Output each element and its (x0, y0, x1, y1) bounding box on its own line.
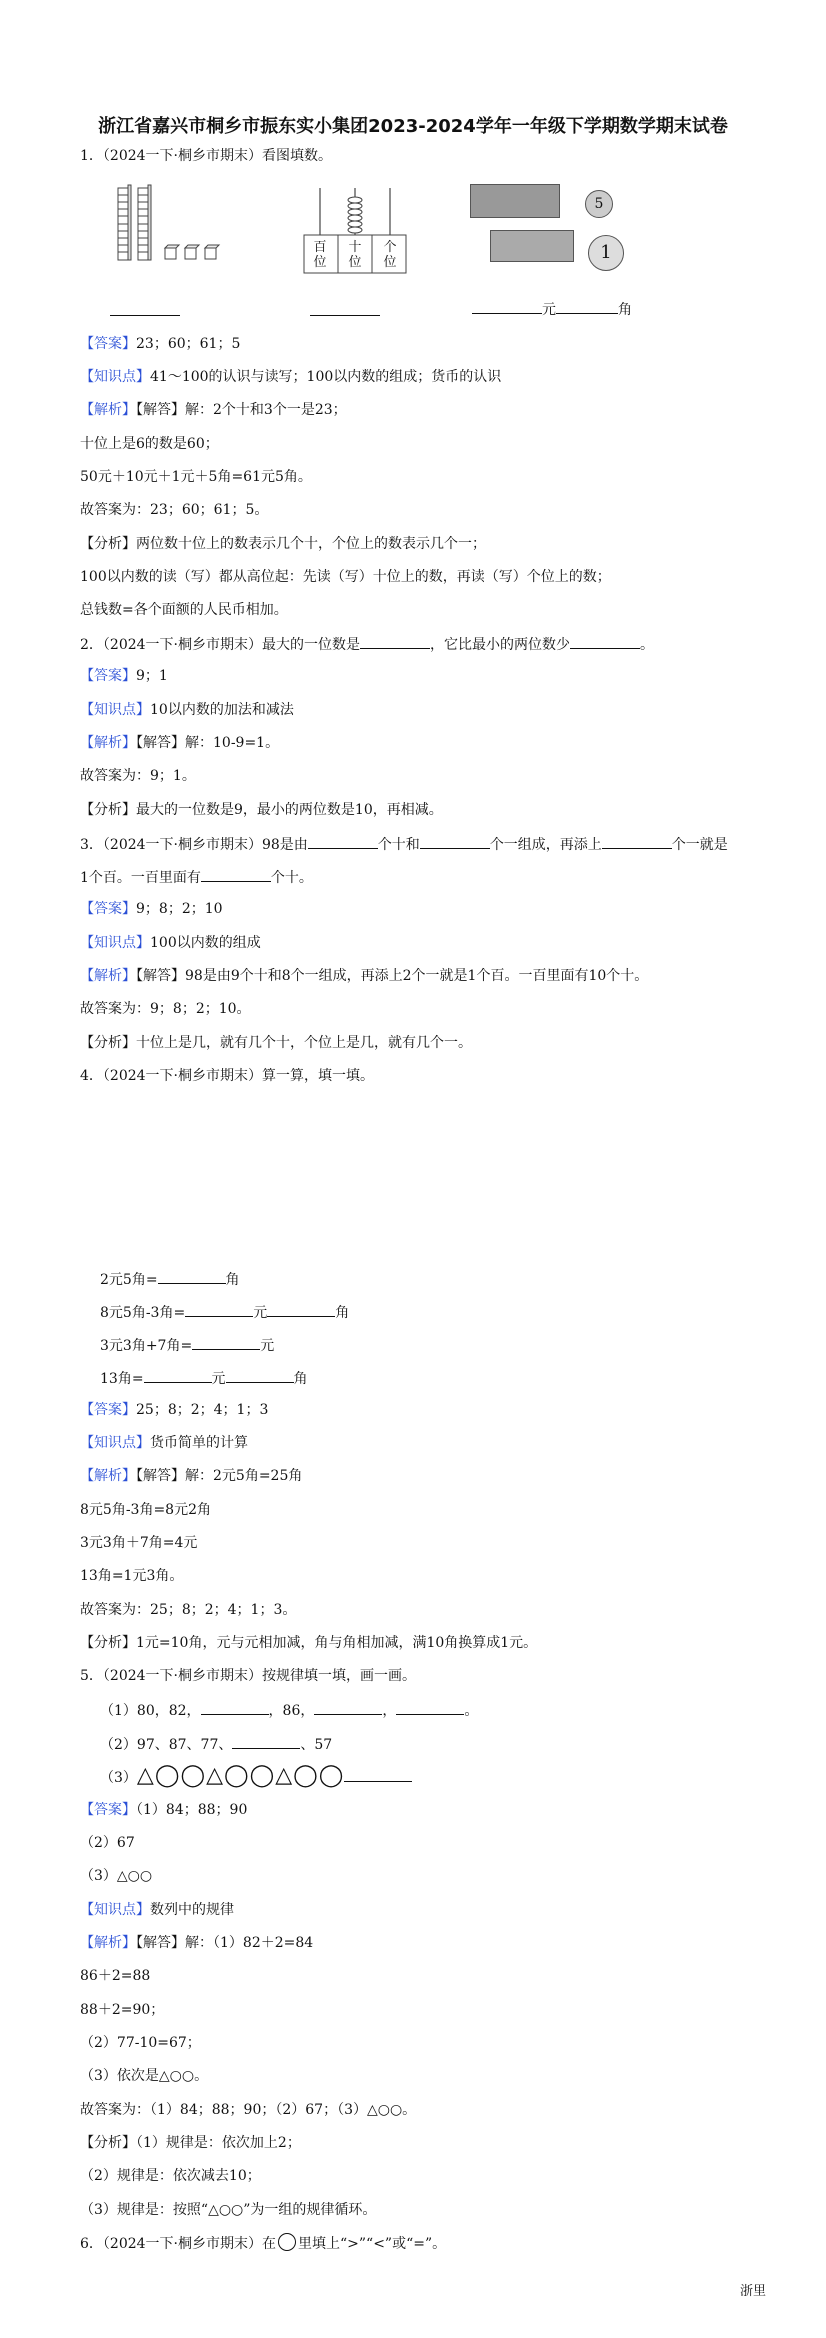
q4-item-1 (100, 1268, 240, 1290)
q1-blank-3[interactable] (472, 298, 542, 314)
q5-s2-b: 、57 (300, 1737, 333, 1753)
q3-stem-b: 个十和 (377, 837, 420, 853)
q5-sub-2 (100, 1733, 332, 1755)
q4-analysis-2: 8元5角-3角=8元2角 (80, 1502, 211, 1518)
q1-analysis-2: 十位上是6的数是60； (80, 436, 219, 452)
q1-money-blanks (472, 298, 632, 320)
q5-s1-a: （1）80，82， (100, 1703, 201, 1719)
q4-blank-1[interactable] (158, 1268, 226, 1284)
abacus-label-ones: 个位 (383, 240, 397, 270)
q1-blank-2[interactable] (310, 300, 380, 316)
q1-blank-1[interactable] (110, 300, 180, 316)
analysis-text: 【解答】解：10-9=1。 (136, 735, 280, 751)
answer-tag: 【答案】 (80, 336, 136, 352)
q4-item-1-a: 2元5角= (100, 1272, 158, 1288)
analysis-text: 【解答】98是由9个十和8个一组成，再添上2个一就是1个百。一百里面有10个十。 (136, 968, 649, 984)
knowledge-text: 10以内数的加法和减法 (150, 702, 294, 718)
q4-blank-3[interactable] (267, 1301, 335, 1317)
q3-stem-a: 3．（2024一下·桐乡市期末）98是由 (80, 837, 308, 853)
q4-item-4-b: 元 (211, 1371, 226, 1387)
money-figure (470, 180, 630, 290)
q5-analysis-4: （2）77-10=67； (80, 2035, 201, 2051)
q4-answer (80, 1400, 268, 1420)
explain-text: 十位上是几，就有几个十，个位上是几，就有几个一。 (136, 1035, 472, 1051)
q2-analysis-1 (80, 733, 279, 753)
q4-analysis-5: 故答案为：25；8；2；4；1；3。 (80, 1602, 297, 1618)
q3-stem2-b: 个十。 (270, 870, 313, 886)
banknote-10 (490, 230, 574, 262)
q5-answer-3: （3）△○○ (80, 1868, 153, 1884)
q4-item-1-b: 角 (225, 1272, 240, 1288)
page-footer: 浙里 (739, 2284, 766, 2299)
q1-analysis-4: 故答案为：23；60；61；5。 (80, 502, 269, 518)
analysis-text: 【解答】解：2个十和3个一是23； (136, 402, 347, 418)
q5-explain-2: （2）规律是：依次减去10； (80, 2168, 261, 2184)
knowledge-text: 100以内数的组成 (150, 935, 261, 951)
q1-explain-3: 总钱数=各个面额的人民币相加。 (80, 602, 288, 618)
analysis-tag: 【解析】 (80, 1935, 136, 1951)
abacus-figure (300, 180, 410, 280)
q1-explain-1 (80, 534, 486, 554)
answer-tag: 【答案】 (80, 668, 136, 684)
analysis-tag: 【解析】 (80, 402, 136, 418)
explain-tag: 【分析】 (80, 2135, 136, 2151)
q6-stem-a: 6．（2024一下·桐乡市期末）在 (80, 2236, 276, 2252)
q5-s3-a: （3） (100, 1770, 137, 1786)
q4-blank-2[interactable] (185, 1301, 253, 1317)
q4-blank-4[interactable] (192, 1334, 260, 1350)
answer-tag: 【答案】 (80, 1802, 136, 1818)
banknote-50 (470, 184, 560, 218)
analysis-tag: 【解析】 (80, 968, 136, 984)
answer-tag: 【答案】 (80, 1402, 136, 1418)
abacus-label-hundreds: 百位 (313, 240, 327, 270)
q4-blank-5[interactable] (144, 1367, 212, 1383)
q4-item-2 (100, 1301, 349, 1323)
answer-text: 23；60；61；5 (136, 336, 241, 352)
q2-knowledge (80, 700, 294, 720)
q4-item-3 (100, 1334, 274, 1356)
q3-explain (80, 1033, 472, 1053)
q5-blank-1[interactable] (201, 1699, 269, 1715)
circle-icon (278, 2233, 296, 2251)
answer-text: 9；8；2；10 (136, 901, 223, 917)
q5-s1-d: 。 (464, 1703, 479, 1719)
q1-knowledge (80, 367, 501, 387)
coin-1yuan: 1 (588, 235, 624, 271)
q4-knowledge (80, 1433, 248, 1453)
q5-blank-2[interactable] (314, 1699, 382, 1715)
q1-answer (80, 334, 240, 354)
q2-stem-c: 。 (640, 637, 654, 653)
answer-text: 9；1 (136, 668, 168, 684)
q5-analysis-2: 86＋2=88 (80, 1968, 151, 1984)
q2-analysis-2: 故答案为：9；1。 (80, 768, 196, 784)
knowledge-tag: 【知识点】 (80, 1435, 150, 1451)
answer-tag: 【答案】 (80, 901, 136, 917)
q3-blank-2[interactable] (420, 833, 490, 849)
explain-tag: 【分析】 (80, 1035, 136, 1051)
q4-item-4 (100, 1367, 308, 1389)
shape-pattern: △◯◯△◯◯△◯◯ (136, 1763, 345, 1788)
abacus-label-tens: 十位 (348, 240, 362, 270)
q5-s1-c: ， (382, 1703, 397, 1719)
q6-stem (80, 2233, 446, 2254)
knowledge-text: 数列中的规律 (150, 1902, 234, 1918)
q5-explain-3: （3）规律是：按照“△○○”为一组的规律循环。 (80, 2202, 377, 2218)
q3-stem2-a: 1个百。一百里面有 (80, 870, 201, 886)
unit-jiao: 角 (618, 302, 632, 318)
q2-blank-1[interactable] (360, 633, 430, 649)
q5-answer-1 (80, 1800, 247, 1820)
coin-5jiao: 5 (585, 190, 613, 218)
q5-sub-3 (100, 1763, 412, 1788)
q3-blank-3[interactable] (602, 833, 672, 849)
answer-text: （1）84；88；90 (136, 1802, 248, 1818)
explain-tag: 【分析】 (80, 1635, 136, 1651)
q5-blank-4[interactable] (232, 1733, 300, 1749)
q5-analysis-1 (80, 1933, 313, 1953)
q5-s2-a: （2）97、87、77、 (100, 1737, 233, 1753)
q6-stem-b: 里填上“>”“<”或“=”。 (298, 2236, 447, 2252)
q5-blank-5[interactable] (344, 1766, 412, 1782)
explain-text: （1）规律是：依次加上2； (136, 2135, 301, 2151)
q2-answer (80, 666, 168, 686)
explain-text: 1元=10角，元与元相加减，角与角相加减，满10角换算成1元。 (136, 1635, 538, 1651)
q5-stem: 5．（2024一下·桐乡市期末）按规律填一填，画一画。 (80, 1668, 416, 1684)
q4-item-4-a: 13角= (100, 1371, 144, 1387)
q5-sub-1 (100, 1699, 478, 1721)
q5-analysis-3: 88＋2=90； (80, 2002, 165, 2018)
q3-blank-4[interactable] (201, 866, 271, 882)
q5-knowledge (80, 1900, 234, 1920)
q5-blank-3[interactable] (396, 1699, 464, 1715)
knowledge-tag: 【知识点】 (80, 935, 150, 951)
answer-text: 25；8；2；4；1；3 (136, 1402, 269, 1418)
q3-stem-c: 个一组成，再添上 (489, 837, 602, 853)
explain-tag: 【分析】 (80, 802, 136, 818)
knowledge-tag: 【知识点】 (80, 1902, 150, 1918)
knowledge-text: 41～100的认识与读写；100以内数的组成；货币的认识 (150, 369, 502, 385)
explain-tag: 【分析】 (80, 536, 136, 552)
q1-stem: 1．（2024一下·桐乡市期末）看图填数。 (80, 148, 332, 164)
q3-stem-2 (80, 866, 313, 888)
q3-stem-d: 个一就是 (671, 837, 728, 853)
q4-analysis-4: 13角=1元3角。 (80, 1568, 184, 1584)
cubes-figure (110, 180, 250, 270)
analysis-tag: 【解析】 (80, 735, 136, 751)
q3-stem-1 (80, 833, 728, 855)
analysis-text: 【解答】解：（1）82＋2=84 (136, 1935, 314, 1951)
q5-s1-b: ，86， (268, 1703, 315, 1719)
q2-stem-b: ，它比最小的两位数少 (430, 637, 570, 653)
q4-item-2-a: 8元5角-3角= (100, 1305, 186, 1321)
knowledge-text: 货币简单的计算 (150, 1435, 248, 1451)
q5-analysis-5: （3）依次是△○○。 (80, 2068, 209, 2084)
q4-blank-6[interactable] (226, 1367, 294, 1383)
q3-answer (80, 899, 223, 919)
explain-text: 最大的一位数是9，最小的两位数是10，再相减。 (136, 802, 443, 818)
q5-answer-2: （2）67 (80, 1835, 135, 1851)
page-title: 浙江省嘉兴市桐乡市振东实小集团2023-2024学年一年级下学期数学期末试卷 (98, 116, 728, 137)
q1-analysis-3: 50元＋10元＋1元＋5角=61元5角。 (80, 469, 312, 485)
q2-stem (80, 633, 654, 655)
q4-item-4-c: 角 (293, 1371, 308, 1387)
q5-analysis-6: 故答案为：（1）84；88；90；（2）67；（3）△○○。 (80, 2102, 417, 2118)
q3-knowledge (80, 933, 261, 953)
unit-yuan: 元 (542, 302, 556, 318)
q2-blank-2[interactable] (570, 633, 640, 649)
explain-text: 两位数十位上的数表示几个十，个位上的数表示几个一； (136, 536, 486, 552)
q2-explain (80, 800, 443, 820)
q4-item-2-c: 角 (335, 1305, 350, 1321)
q4-item-3-a: 3元3角+7角= (100, 1338, 193, 1354)
q3-blank-1[interactable] (308, 833, 378, 849)
q2-stem-a: 2．（2024一下·桐乡市期末）最大的一位数是 (80, 637, 360, 653)
q3-analysis-2: 故答案为：9；8；2；10。 (80, 1001, 251, 1017)
q4-analysis-1 (80, 1466, 302, 1486)
analysis-tag: 【解析】 (80, 1468, 136, 1484)
q4-item-2-b: 元 (253, 1305, 268, 1321)
q1-analysis-1 (80, 400, 347, 420)
q4-analysis-3: 3元3角＋7角=4元 (80, 1535, 198, 1551)
q1-explain-2: 100以内数的读（写）都从高位起：先读（写）十位上的数，再读（写）个位上的数； (80, 569, 611, 585)
analysis-text: 【解答】解：2元5角=25角 (136, 1468, 303, 1484)
knowledge-tag: 【知识点】 (80, 369, 150, 385)
knowledge-tag: 【知识点】 (80, 702, 150, 718)
q4-explain (80, 1633, 537, 1653)
q3-analysis-1 (80, 966, 648, 986)
q4-item-3-b: 元 (260, 1338, 275, 1354)
q1-blank-4[interactable] (556, 298, 618, 314)
q5-explain-1 (80, 2133, 301, 2153)
q4-stem: 4．（2024一下·桐乡市期末）算一算，填一填。 (80, 1068, 374, 1084)
